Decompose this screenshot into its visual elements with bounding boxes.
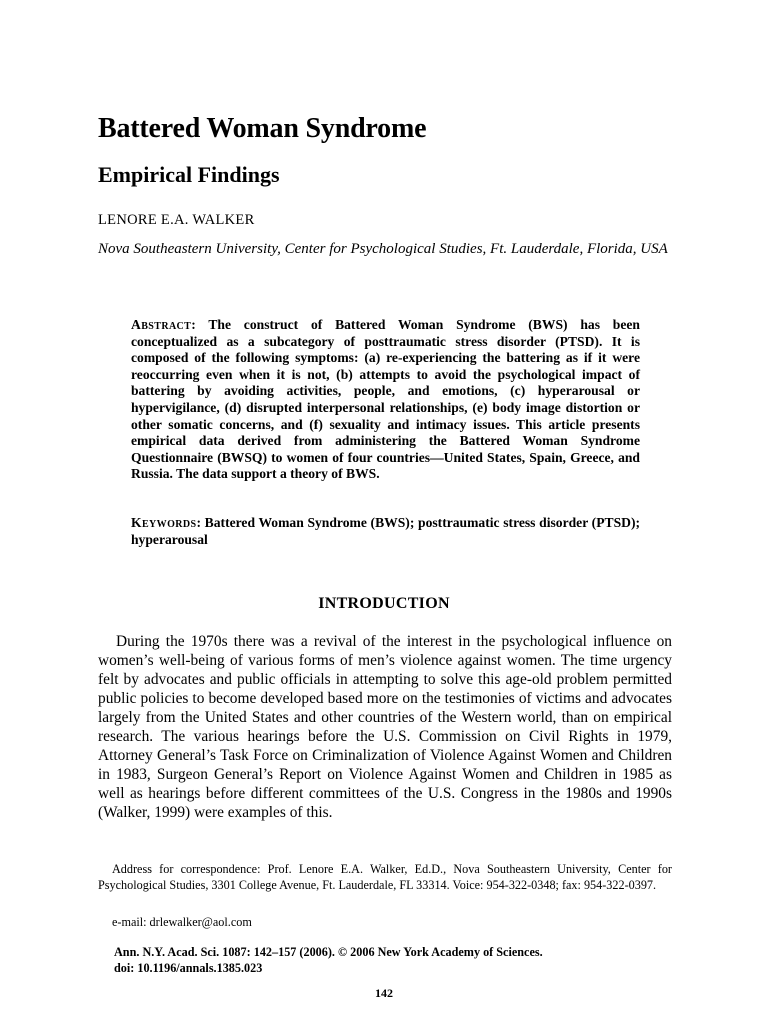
correspondence-footnote (98, 862, 672, 893)
page-number: 142 (375, 986, 393, 1000)
author-affiliation: Nova Southeastern University, Center for Psychological Studies, Ft. Lauderdale, Florida, USA (98, 241, 668, 257)
abstract-label: Abstract (131, 317, 192, 332)
correspondence-address: Address for correspondence: Prof. Lenore E.A. Walker, Ed.D., Nova Southeastern University, Center for Psychological Studies, 3301 College Avenue, Ft. Lauderdale, FL 33314. Voice: 954-322-0348; fax: 954-322-0397. (98, 862, 672, 892)
keywords-text: Battered Woman Syndrome (BWS); posttraumatic stress disorder (PTSD); hyperarousal (131, 515, 640, 547)
keywords-block: Keywords: Battered Woman Syndrome (BWS); posttraumatic stress disorder (PTSD); hyperarousal (131, 515, 640, 547)
abstract-block: Abstract: The construct of Battered Woman Syndrome (BWS) has been conceptualized as a subcategory of posttraumatic stress disorder (PTSD). It is composed of the following symptoms: (a) re-experiencing the battering as if it were reoccurring even when it is not, (b) attempts to avoid the psychological impact of battering by avoiding activities, people, and emotions, (c) hyperarousal or hypervigilance, (d) disrupted interpersonal relationships, (e) body image distortion or other somatic concerns, and (f) sexuality and intimacy issues. This article presents empirical data derived from administering the Battered Woman Syndrome Questionnaire (BWSQ) to women of four countries—United States, Spain, Greece, and Russia. The data support a theory of BWS. (131, 317, 640, 482)
keywords-label: Keywords (131, 515, 197, 530)
author-name: LENORE E.A. WALKER (98, 212, 255, 228)
doi-line: doi: 10.1196/annals.1385.023 (114, 961, 263, 975)
article-subtitle: Empirical Findings (98, 162, 280, 187)
correspondence-email: e-mail: drlewalker@aol.com (112, 915, 252, 929)
article-title: Battered Woman Syndrome (98, 113, 427, 144)
introduction-paragraph: During the 1970s there was a revival of the interest in the psychological influence on women’s well-being of various forms of men’s violence against women. The time urgency felt by advocates and public officials in attempting to solve this age-old problem permitted public policies to become developed based more on the testimonies of victims and advocates largely from the United States and other countries of the Western world, than on empirical research. The various hearings before the U.S. Commission on Civil Rights in 1979, Attorney General’s Task Force on Criminalization of Violence Against Women and Children in 1983, Surgeon General’s Report on Violence Against Women and Children in 1985 as well as hearings before different committees of the U.S. Congress in the 1980s and 1990s (Walker, 1999) were examples of this. (98, 633, 672, 821)
citation-line: Ann. N.Y. Acad. Sci. 1087: 142–157 (2006). © 2006 New York Academy of Sciences. (114, 945, 543, 959)
abstract-text: The construct of Battered Woman Syndrome (BWS) has been conceptualized as a subcategory of posttraumatic stress disorder (PTSD). It is composed of the following symptoms: (a) re-experiencing the battering as if it were reoccurring even when it is not, (b) attempts to avoid the psychological impact of battering by avoiding activities, people, and emotions, (c) hyperarousal or hypervigilance, (d) disrupted interpersonal relationships, (e) body image distortion or other somatic concerns, and (f) sexuality and intimacy issues. This article presents empirical data derived from administering the Battered Woman Syndrome Questionnaire (BWSQ) to women of four countries—United States, Spain, Greece, and Russia. The data support a theory of BWS. (131, 317, 640, 482)
section-heading-introduction: INTRODUCTION (318, 595, 450, 612)
journal-citation (114, 944, 543, 976)
